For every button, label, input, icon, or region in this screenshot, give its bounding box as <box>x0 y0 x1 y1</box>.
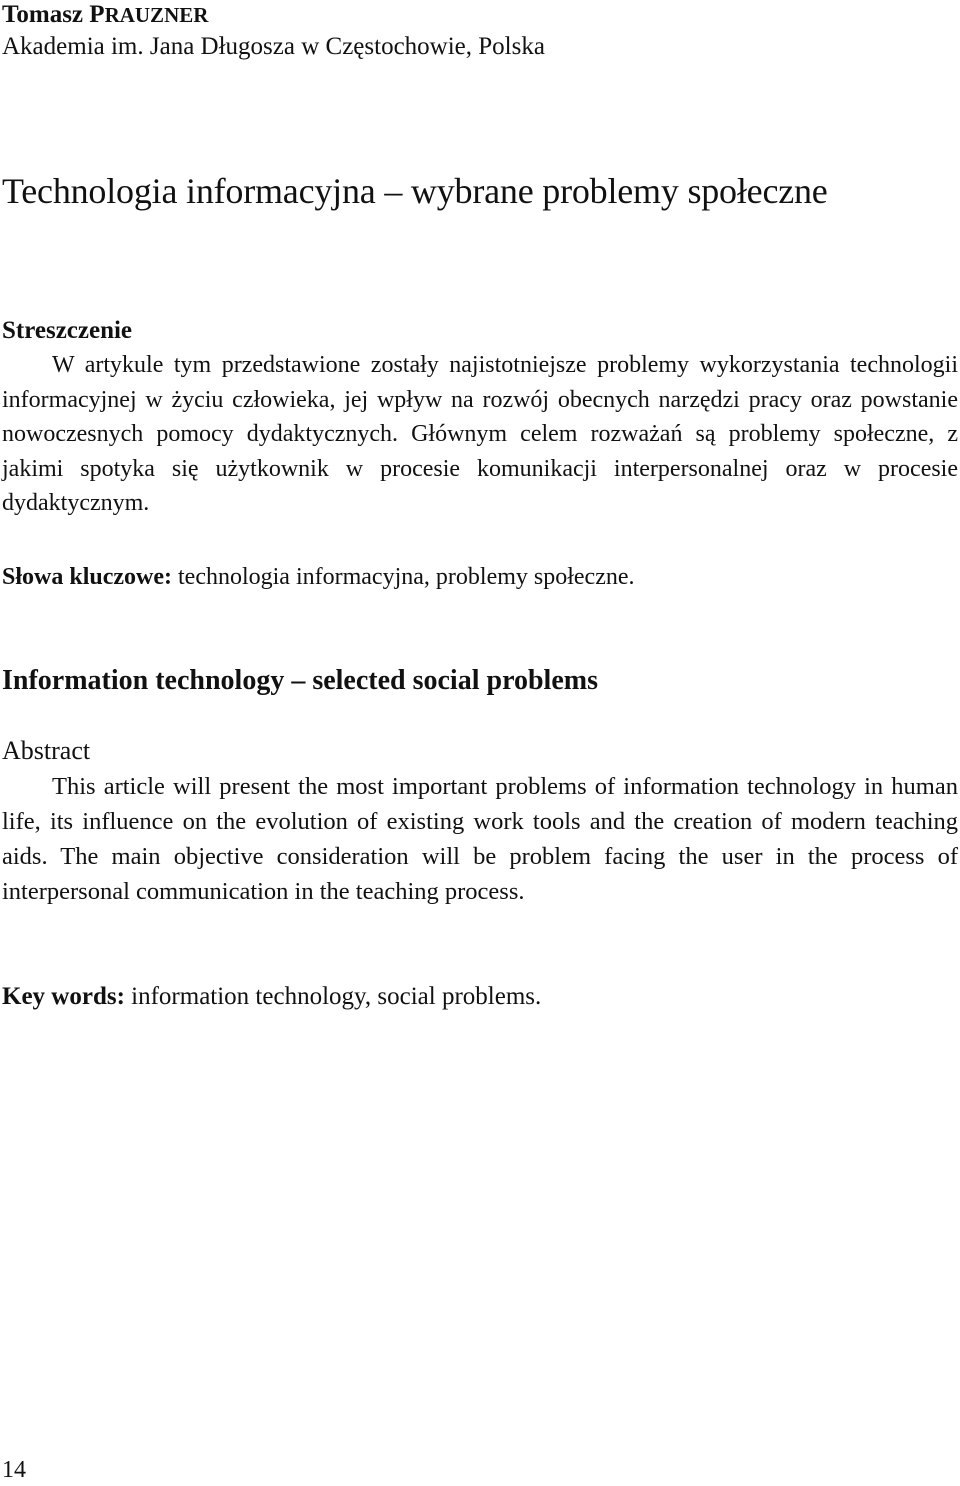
abstract-body-polish: W artykule tym przedstawione zostały najistotniejsze problemy wykorzystania technologii informacyjnej w życiu człowieka, jej wpływ na rozwój obecnych narzędzi pracy oraz powstanie nowoczesnych pomocy dydaktycznych. Głównym celem rozważań są problemy społeczne, z jakimi spotyka się użytkownik w procesie komunikacji interpersonalnej oraz w procesie dydaktycznym. <box>2 352 958 517</box>
abstract-text-polish <box>2 348 958 521</box>
keywords-english <box>2 982 541 1012</box>
author-last-name-initial: P <box>89 1 105 28</box>
title-english: Information technology – selected social problems <box>2 665 598 696</box>
abstract-text-english <box>2 769 958 909</box>
abstract-heading-english: Abstract <box>2 736 91 765</box>
keywords-label-english: Key words: <box>2 983 125 1010</box>
page-number: 14 <box>2 1457 26 1483</box>
author-affiliation: Akademia im. Jana Długosza w Częstochowie, Polska <box>2 33 545 60</box>
abstract-body-english: This article will present the most important problems of information technology in human life, its influence on the evolution of existing work tools and the creation of modern teaching aids. The main objective consideration will be problem facing the user in the process of interpersonal communication in the teaching process. <box>2 773 958 905</box>
author-first-name: Tomasz <box>2 1 84 28</box>
keywords-value-english: information technology, social problems. <box>131 983 542 1010</box>
abstract-heading-polish: Streszczenie <box>2 317 133 344</box>
keywords-polish <box>2 562 635 592</box>
keywords-label-polish: Słowa kluczowe: <box>2 564 172 590</box>
author-last-name-rest: RAUZNER <box>104 3 209 27</box>
title-polish: Technologia informacyjna – wybrane problemy społeczne <box>2 171 828 211</box>
author-name <box>2 0 208 30</box>
keywords-value-polish: technologia informacyjna, problemy społeczne. <box>178 564 635 590</box>
